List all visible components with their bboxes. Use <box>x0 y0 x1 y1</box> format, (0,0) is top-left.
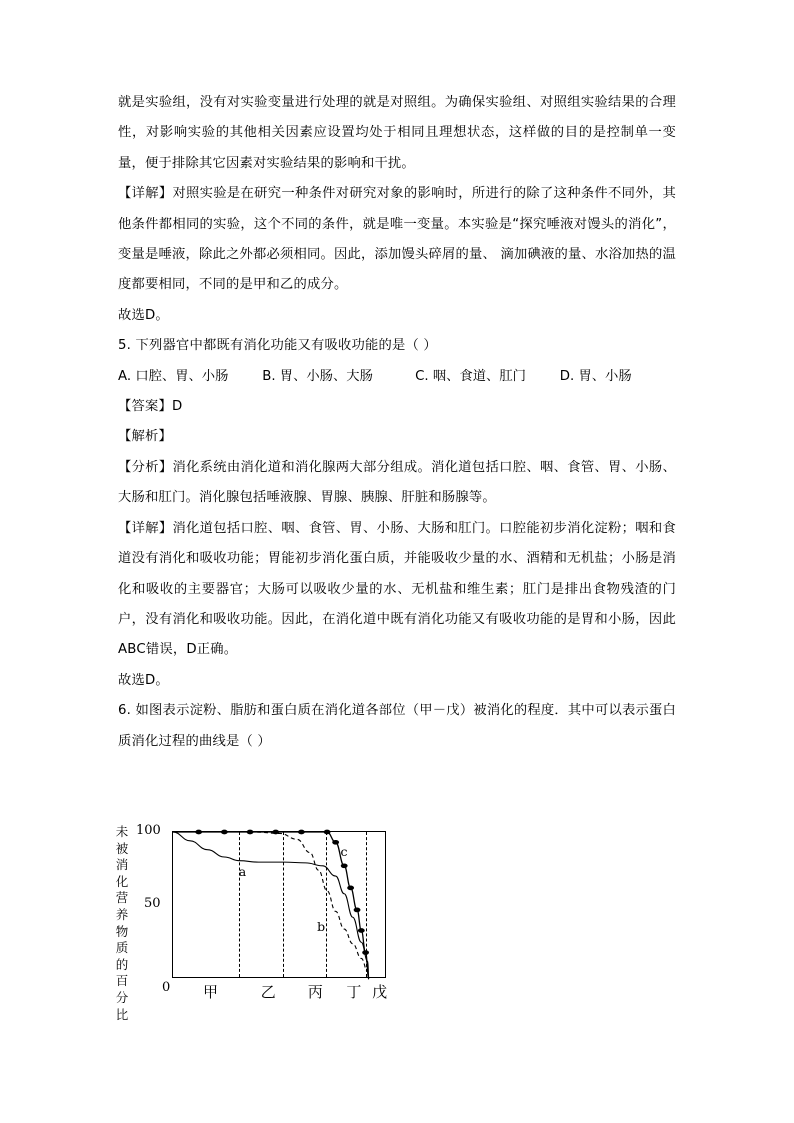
question-5-stem: 5. 下列器官中都既有消化功能又有吸收功能的是（ ） <box>118 338 437 354</box>
curve-c-marker-1 <box>221 830 228 835</box>
curve-c-marker-8 <box>347 886 354 891</box>
curve-c-marker-9 <box>354 908 361 913</box>
y-axis-label-char: 的 <box>115 956 129 972</box>
question-5-analysis-label: 【解析】 <box>118 429 172 445</box>
y-axis-label-char: 分 <box>115 989 129 1005</box>
y-axis-label-char: 质 <box>115 940 129 956</box>
y-tick-50: 50 <box>144 896 161 911</box>
curve-c-marker-10 <box>358 928 365 933</box>
x-tick-2: 丙 <box>307 983 323 1001</box>
curve-label-b: b <box>317 919 326 934</box>
question-6-stem: 6. 如图表示淀粉、脂肪和蛋白质在消化道各部位（甲－戊）被消化的程度．其中可以表示蛋白质消化过程的曲线是（ ） <box>118 703 676 749</box>
x-axis-tick-labels <box>172 981 386 1005</box>
curve-c-marker-4 <box>298 830 305 835</box>
y-tick-100: 100 <box>136 823 161 838</box>
digestion-curve-figure <box>112 818 412 1053</box>
paragraph-detail-explanation-4: 【详解】对照实验是在研究一种条件对研究对象的影响时，所进行的除了这种条件不同外，其他条件都相同的实验，这个不同的条件，就是唯一变量。本实验是“探究唾液对馒头的消化”，变量是唾液，除此之外都必须相同。因此，添加馒头碎屑的量、 滴加碘液的量、水浴加热的温度都要相同，不同的是甲和乙的成分。 <box>118 186 676 293</box>
paragraph-control-group: 就是实验组，没有对实验变量进行处理的就是对照组。为确保实验组、对照组实验结果的合理性，对影响实验的其他相关因素应设置均处于相同且理想状态，这样做的目的是控制单一变量，便于排除其它因素对实验结果的影响和干扰。 <box>118 95 676 171</box>
curve-c <box>173 832 369 979</box>
y-axis-label-char: 比 <box>115 1006 129 1022</box>
question-5-options: A. 口腔、胃、小肠 B. 胃、小肠、大肠 C. 咽、食道、肛门 D. 胃、小肠 <box>118 368 632 384</box>
chart-plot-area <box>172 831 386 978</box>
y-axis-label <box>114 824 130 1023</box>
x-tick-4: 戊 <box>372 983 388 1001</box>
curve-label-a: a <box>238 863 247 879</box>
y-axis-label-char: 百 <box>115 973 129 989</box>
document-content <box>118 88 676 757</box>
x-tick-3: 丁 <box>346 983 362 1001</box>
curve-c-marker-6 <box>332 840 339 845</box>
curve-c-marker-3 <box>272 830 279 835</box>
chart-divider-3 <box>366 832 367 977</box>
curve-c-marker-2 <box>247 830 254 835</box>
y-axis-label-char: 化 <box>115 873 129 889</box>
chart-divider-1 <box>283 832 284 977</box>
origin-label: 0 <box>162 980 171 995</box>
question-5-analysis-block: 【分析】消化系统由消化道和消化腺两大部分组成。消化道包括口腔、咽、食管、胃、小肠、大肠和肛门。消化腺包括唾液腺、胃腺、胰腺、肝脏和肠腺等。 <box>118 459 676 506</box>
chart-divider-0 <box>239 832 240 977</box>
curve-c-marker-7 <box>341 863 348 868</box>
question-5-detail-block: 【详解】消化道包括口腔、咽、食管、胃、小肠、大肠和肛门。口腔能初步消化淀粉；咽和食道没有消化和吸收功能；胃能初步消化蛋白质，并能吸收少量的水、酒精和无机盐；小肠是消化和吸收的主要器官；大肠可以吸收少量的水、无机盐和维生素；肛门是排出食物残渣的门户，没有消化和吸收功能。因此，在消化道中既有消化功能又有吸收功能的是胃和小肠，因此ABC错误，D正确。 <box>118 520 676 658</box>
y-axis-label-char: 被 <box>115 840 129 856</box>
y-axis-label-char: 物 <box>115 923 129 939</box>
y-axis-label-char: 未 <box>115 824 129 839</box>
y-axis-label-char: 营 <box>115 890 129 906</box>
curve-c-marker-0 <box>195 830 202 835</box>
question-5-choose: 故选D。 <box>118 672 169 688</box>
chart-curves <box>173 832 387 979</box>
y-axis-label-char: 养 <box>115 906 129 922</box>
y-axis-label-char: 消 <box>115 857 129 873</box>
x-tick-1: 乙 <box>260 983 276 1001</box>
x-tick-0: 甲 <box>203 983 219 1001</box>
question-5-answer: 【答案】D <box>118 399 183 415</box>
curve-label-c: c <box>340 843 348 859</box>
paragraph-answer-choice-4: 故选D。 <box>118 307 169 323</box>
chart-divider-2 <box>326 832 327 977</box>
